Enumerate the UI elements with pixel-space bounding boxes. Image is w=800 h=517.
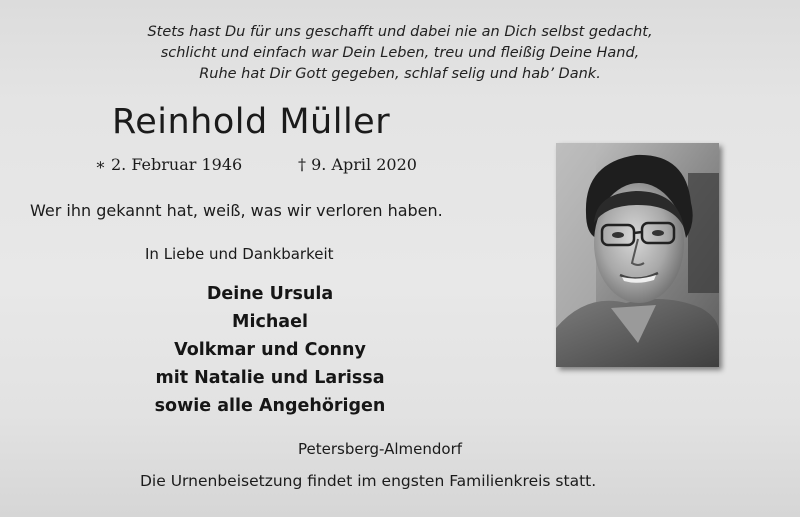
mourner-line: Deine Ursula xyxy=(206,284,334,304)
burial-notice: Die Urnenbeisetzung findet im engsten Familienkreis statt. xyxy=(140,472,597,490)
mourners-list xyxy=(100,280,440,420)
memorial-poem xyxy=(0,22,800,85)
mourner-line: mit Natalie und Larissa xyxy=(155,368,385,388)
poem-line-3: Ruhe hat Dir Gott gegeben, schlaf selig und hab’ Dank. xyxy=(199,66,601,82)
mourner-line: sowie alle Angehörigen xyxy=(154,396,386,416)
greeting-line: In Liebe und Dankbarkeit xyxy=(145,245,334,263)
deceased-name: Reinhold Müller xyxy=(112,102,391,142)
mourner-line: Volkmar und Conny xyxy=(174,340,366,360)
poem-line-1: Stets hast Du für uns geschafft und dabei nie an Dich selbst gedacht, xyxy=(147,24,653,40)
mourner-line: Michael xyxy=(232,312,308,332)
poem-line-2: schlicht und einfach war Dein Leben, treu und fleißig Deine Hand, xyxy=(160,45,640,61)
place-name: Petersberg-Almendorf xyxy=(298,440,463,458)
death-date: † 9. April 2020 xyxy=(298,155,417,174)
birth-date: ∗ 2. Februar 1946 xyxy=(95,155,243,174)
portrait-photo xyxy=(556,143,719,367)
memorial-quote: Wer ihn gekannt hat, weiß, was wir verloren haben. xyxy=(30,201,443,220)
